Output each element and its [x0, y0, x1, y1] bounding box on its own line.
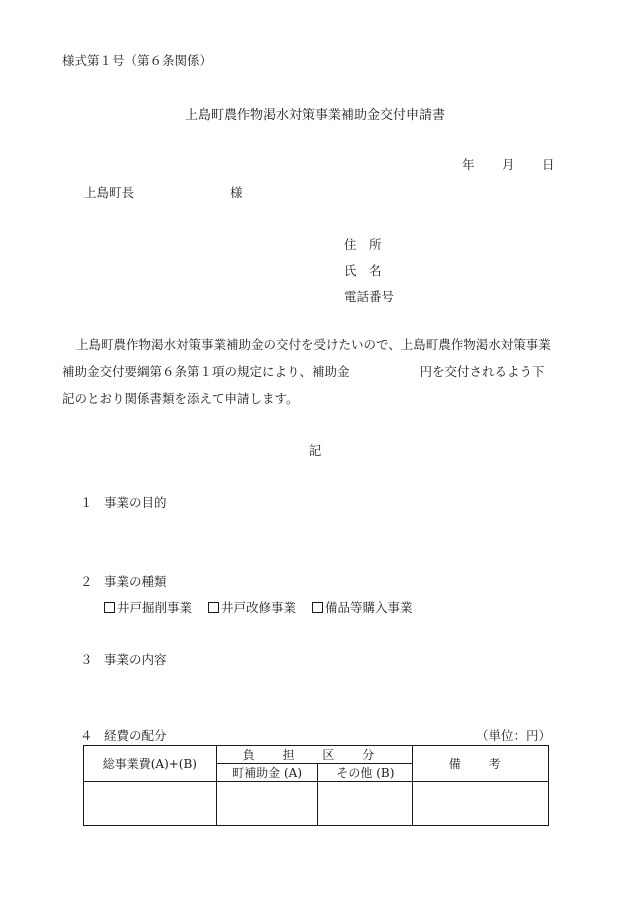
section-4-label: 経費の配分 — [104, 728, 167, 743]
applicant-address-label: 住 所 — [344, 237, 382, 252]
header-other: その他 (B) — [318, 764, 413, 782]
application-body-text — [62, 331, 552, 412]
option-label: 井戸掘削事業 — [117, 600, 193, 615]
option-well-repair[interactable] — [208, 600, 296, 615]
addressee-honorific: 様 — [230, 185, 243, 200]
header-total-cost: 総事業費(A)+(B) — [84, 746, 217, 782]
section-1-number: １ — [80, 495, 93, 510]
header-burden-category: 負 担 区 分 — [216, 746, 413, 764]
applicant-phone-label: 電話番号 — [344, 289, 395, 304]
remarks-cell[interactable] — [413, 782, 549, 826]
town-subsidy-cell[interactable] — [216, 782, 318, 826]
checkbox-icon[interactable] — [208, 602, 219, 613]
body-text-before-amount: 上島町農作物渇水対策事業補助金の交付を受けたいので、上島町農作物渇水対策事業補助金交付要綱第６条第１項の規定により、補助金 — [62, 337, 551, 379]
section-1-label: 事業の目的 — [104, 495, 167, 510]
option-equipment-purchase[interactable] — [312, 600, 413, 615]
total-cost-cell[interactable] — [84, 782, 217, 826]
date-year-label: 年 — [462, 157, 475, 172]
other-cell[interactable] — [318, 782, 413, 826]
applicant-name-label: 氏 名 — [344, 263, 382, 278]
date-month-label: 月 — [502, 157, 515, 172]
option-well-drilling[interactable] — [104, 600, 192, 615]
header-town-subsidy: 町補助金 (A) — [216, 764, 318, 782]
section-2-number: ２ — [80, 574, 93, 589]
cost-allocation-table — [83, 745, 549, 826]
section-3-label: 事業の内容 — [104, 652, 167, 667]
checkbox-icon[interactable] — [312, 602, 323, 613]
section-3-number: ３ — [80, 652, 93, 667]
form-title: 上島町農作物渇水対策事業補助金交付申請書 — [184, 108, 445, 123]
table-header-row — [84, 746, 549, 764]
option-label: 井戸改修事業 — [221, 600, 297, 615]
addressee-name: 上島町長 — [84, 185, 135, 200]
option-label: 備品等購入事業 — [325, 600, 413, 615]
header-remarks: 備 考 — [413, 746, 549, 782]
form-number: 様式第１号（第６条関係） — [62, 53, 213, 68]
table-row — [84, 782, 549, 826]
date-day-label: 日 — [542, 157, 555, 172]
unit-label: （単位：円） — [476, 728, 552, 743]
section-4-number: ４ — [80, 728, 93, 743]
checkbox-icon[interactable] — [104, 602, 115, 613]
ki-heading: 記 — [308, 443, 322, 458]
section-2-label: 事業の種類 — [104, 574, 167, 589]
business-type-options — [104, 598, 425, 616]
body-text-after-amount: 円を交付されるよう下記のとおり関係書類を添えて申請します。 — [62, 364, 545, 406]
